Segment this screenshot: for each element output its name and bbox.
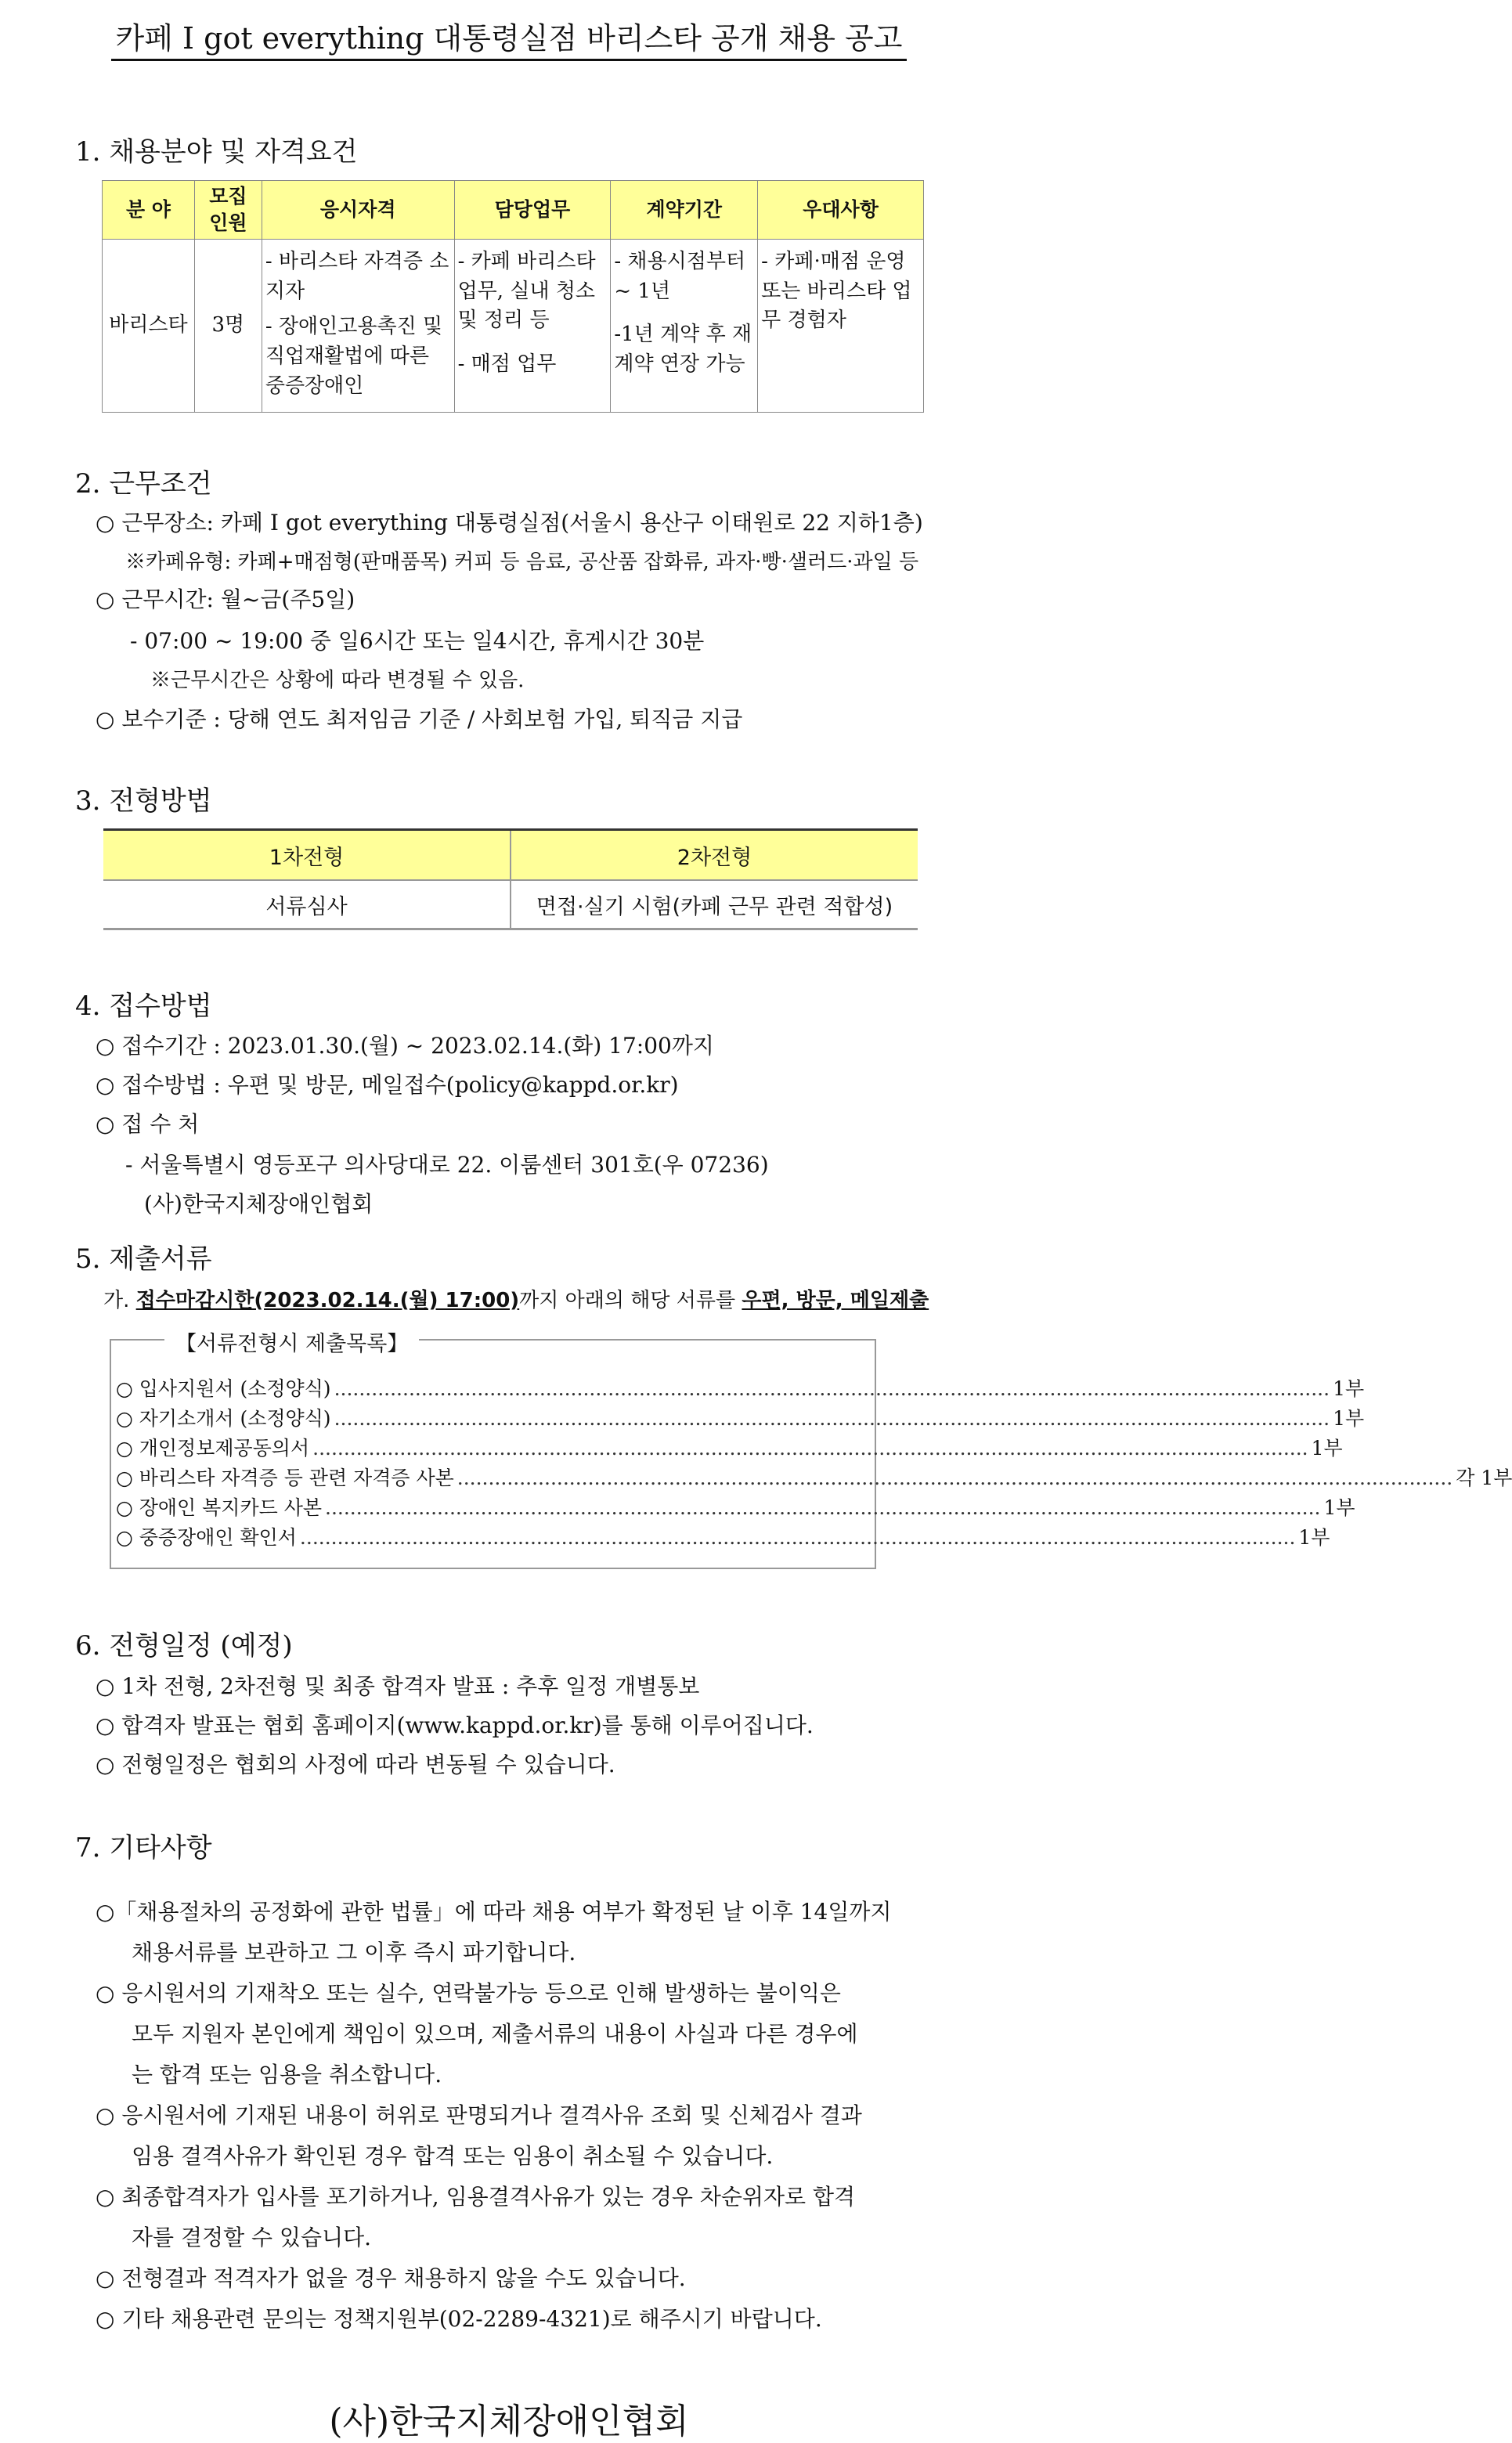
schedule-line-1: ○ 1차 전형, 2차전형 및 최종 합격자 발표 : 추후 일정 개별통보 [96, 1673, 700, 1699]
section-4-heading: 4. 접수방법 [75, 991, 212, 1022]
list-item: ○ 자기소개서 (소정양식) ................................................................................................................................................................ 1부 [116, 1407, 1365, 1430]
cell-field: 바리스타 [103, 240, 195, 413]
schedule-line-2: ○ 합격자 발표는 협회 홈페이지(www.kappd.or.kr)를 통해 이루어집니다. [96, 1712, 814, 1738]
notes-line: 자를 결정할 수 있습니다. [132, 2225, 372, 2250]
header-stage-1: 1차전형 [103, 830, 511, 881]
notes-line: ○ 응시원서에 기재된 내용이 허위로 판명되거나 결격사유 조회 및 신체검사 결과 [96, 2102, 862, 2128]
header-count: 모집 인원 [194, 181, 262, 240]
deadline-emphasis: 접수마감시한(2023.02.14.(월) 17:00) [135, 1289, 520, 1312]
section-7-heading: 7. 기타사항 [75, 1832, 212, 1864]
application-method: ○ 접수방법 : 우편 및 방문, 메일접수(policy@kappd.or.kr) [96, 1072, 679, 1098]
notes-line: ○「채용절차의 공정화에 관한 법률」에 따라 채용 여부가 확정된 날 이후 14일까지 [96, 1899, 892, 1925]
notes-line: 채용서류를 보관하고 그 이후 즉시 파기합니다. [132, 1940, 576, 1965]
qualification-line-2: - 장애인고용촉진 및 직업재활법에 따른 중증장애인 [265, 315, 443, 398]
section-1-heading: 1. 채용분야 및 자격요건 [75, 136, 358, 168]
schedule-line-3: ○ 전형일정은 협회의 사정에 따라 변동될 수 있습니다. [96, 1752, 615, 1777]
list-item: ○ 개인정보제공동의서 ................................................................................................................................................................ 1부 [116, 1437, 1343, 1460]
duty-line-2: - 매점 업무 [457, 352, 557, 377]
notes-line: 모두 지원자 본인에게 책임이 있으며, 제출서류의 내용이 사실과 다른 경우에 [132, 2021, 858, 2047]
contract-line-2: -1년 계약 후 재계약 연장 가능 [614, 323, 752, 377]
process-header-row [103, 830, 918, 881]
header-stage-2: 2차전형 [511, 830, 918, 881]
duty-line-1: - 카페 바리스타 업무, 실내 청소 및 정리 등 [457, 250, 596, 333]
selection-process-table [103, 828, 918, 930]
header-contract: 계약기간 [611, 181, 758, 240]
cell-duty [454, 240, 611, 413]
cafe-type-note: ※카페유형: 카페+매점형(판매품목) 커피 등 음료, 공산품 잡화류, 과자·빵·샐러드·과일 등 [125, 550, 919, 574]
section-6-heading: 6. 전형일정 (예정) [75, 1630, 293, 1662]
cell-preference: - 카페·매점 운영 또는 바리스타 업무 경험자 [758, 240, 924, 413]
application-period: ○ 접수기간 : 2023.01.30.(월) ~ 2023.02.14.(화) 17:00까지 [96, 1033, 714, 1059]
list-item: ○ 입사지원서 (소정양식) ................................................................................................................................................................ 1부 [116, 1377, 1365, 1400]
section-2-heading: 2. 근무조건 [75, 468, 212, 500]
notes-line: 임용 결격사유가 확인된 경우 합격 또는 임용이 취소될 수 있습니다. [132, 2143, 774, 2169]
cell-count: 3명 [194, 240, 262, 413]
method-emphasis: 우편, 방문, 메일제출 [742, 1289, 929, 1312]
notes-line: ○ 전형결과 적격자가 없을 경우 채용하지 않을 수도 있습니다. [96, 2265, 686, 2291]
pay-standard: ○ 보수기준 : 당해 연도 최저임금 기준 / 사회보험 가입, 퇴직금 지급 [96, 706, 743, 732]
document-list-title: 【서류전형시 제출목록】 [164, 1326, 419, 1357]
cell-contract [611, 240, 758, 413]
work-location: ○ 근무장소: 카페 I got everything 대통령실점(서울시 용산구 이태원로 22 지하1층) [96, 510, 923, 536]
header-field: 분 야 [103, 181, 195, 240]
notes-line: ○ 기타 채용관련 문의는 정책지원부(02-2289-4321)로 해주시기 바랍니다. [96, 2306, 822, 2332]
application-office: ○ 접 수 처 [96, 1111, 200, 1137]
header-duty: 담당업무 [454, 181, 611, 240]
list-item: ○ 장애인 복지카드 사본 ................................................................................................................................................................ 1부 [116, 1496, 1355, 1519]
work-hours-detail: - 07:00 ~ 19:00 중 일6시간 또는 일4시간, 휴게시간 30분 [130, 628, 705, 654]
table-row [103, 240, 924, 413]
work-hours-note: ※근무시간은 상황에 따라 변경될 수 있음. [150, 669, 525, 692]
header-qualification: 응시자격 [262, 181, 454, 240]
page-title: 카페 I got everything 대통령실점 바리스타 공개 채용 공고 [0, 14, 1018, 57]
office-name: (사)한국지체장애인협회 [144, 1191, 373, 1217]
qualification-line-1: - 바리스타 자격증 소지자 [265, 250, 449, 303]
notes-line: 는 합격 또는 임용을 취소합니다. [132, 2062, 442, 2088]
list-item: ○ 바리스타 자격증 등 관련 자격증 사본 ................................................................................................................................................................ 각 1부 [116, 1467, 1512, 1489]
work-hours: ○ 근무시간: 월~금(주5일) [96, 586, 355, 612]
header-preference: 우대사항 [758, 181, 924, 240]
qualification-table [102, 180, 924, 413]
office-address: - 서울특별시 영등포구 의사당대로 22. 이룸센터 301호(우 07236) [125, 1152, 769, 1178]
table-row [103, 880, 918, 929]
organization-footer: (사)한국지체장애인협회 [329, 2402, 689, 2441]
section-5-heading: 5. 제출서류 [75, 1243, 212, 1275]
submission-instruction: 가. 접수마감시한(2023.02.14.(월) 17:00)까지 아래의 해당 서류를 우편, 방문, 메일제출 [103, 1289, 929, 1312]
notes-line: ○ 최종합격자가 입사를 포기하거나, 임용결격사유가 있는 경우 차순위자로 합격 [96, 2184, 856, 2210]
notes-line: ○ 응시원서의 기재착오 또는 실수, 연락불가능 등으로 인해 발생하는 불이익은 [96, 1980, 841, 2006]
section-3-heading: 3. 전형방법 [75, 785, 212, 817]
cell-stage-1: 서류심사 [103, 880, 511, 929]
cell-stage-2: 면접·실기 시험(카페 근무 관련 적합성) [511, 880, 918, 929]
qualification-table-header [103, 181, 924, 240]
cell-qualification [262, 240, 454, 413]
list-item: ○ 중증장애인 확인서 ................................................................................................................................................................ 1부 [116, 1526, 1330, 1549]
contract-line-1: - 채용시점부터 ~ 1년 [614, 250, 746, 303]
